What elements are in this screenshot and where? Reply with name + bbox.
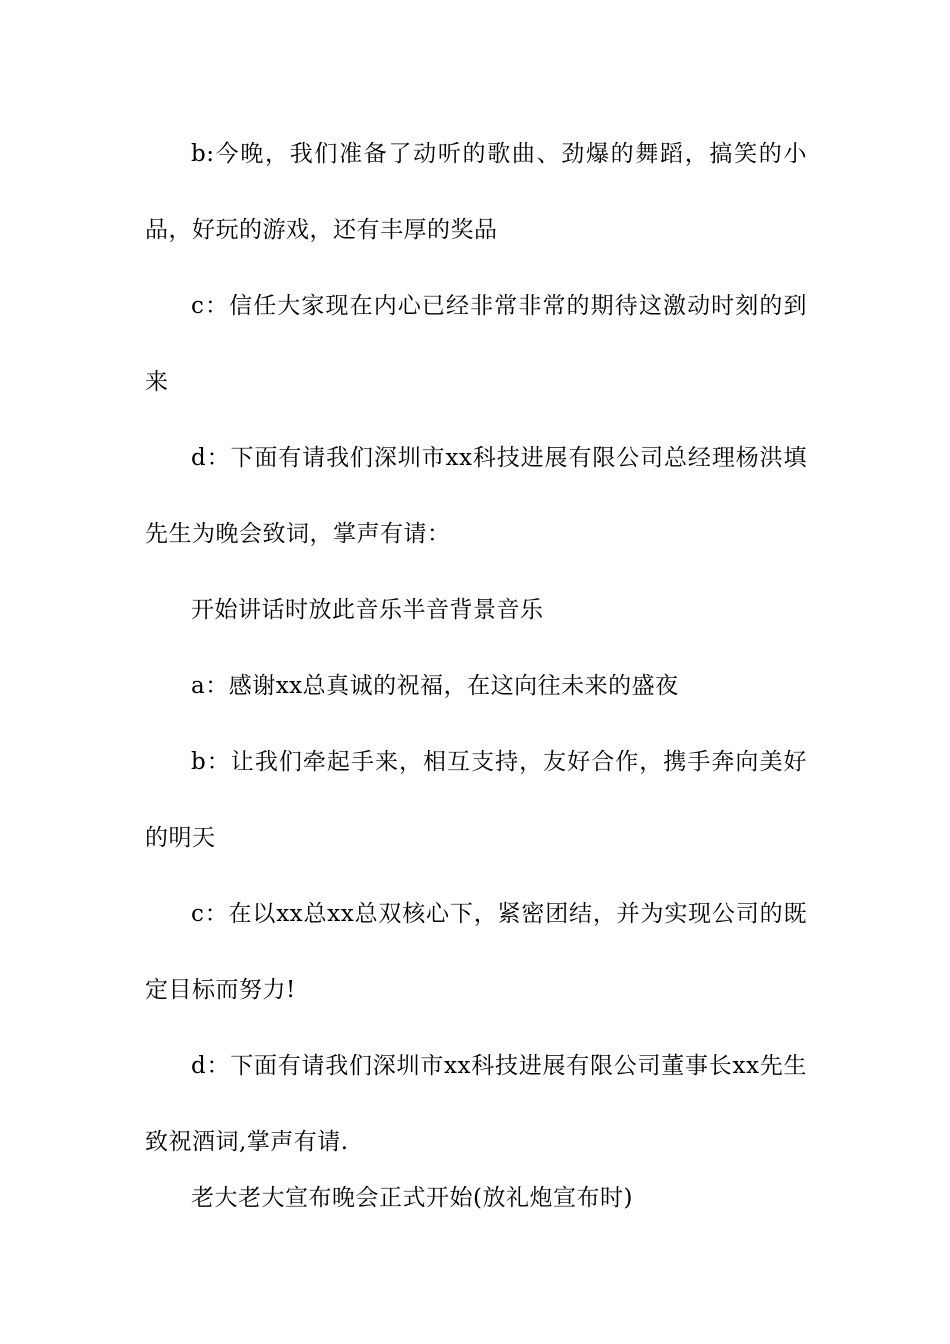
paragraph-1: b:今晚，我们准备了动听的歌曲、劲爆的舞蹈，搞笑的小品，好玩的游戏，还有丰厚的奖品 bbox=[145, 141, 807, 243]
paragraph-8: d：下面有请我们深圳市xx科技进展有限公司董事长xx先生致祝酒词,掌声有请. bbox=[145, 1053, 807, 1155]
paragraph-9: 老大老大宣布晚会正式开始(放礼炮宣布时) bbox=[191, 1185, 633, 1211]
paragraph-7: c：在以xx总xx总双核心下，紧密团结，并为实现公司的既定目标而努力! bbox=[145, 901, 807, 1003]
paragraph-6: b：让我们牵起手来，相互支持，友好合作，携手奔向美好的明天 bbox=[145, 749, 807, 851]
paragraph-2: c：信任大家现在内心已经非常非常的期待这激动时刻的到来 bbox=[145, 293, 807, 395]
paragraph-3: d：下面有请我们深圳市xx科技进展有限公司总经理杨洪填先生为晚会致词，掌声有请： bbox=[145, 445, 807, 547]
paragraph-4: 开始讲话时放此音乐半音背景音乐 bbox=[191, 597, 544, 623]
paragraph-5: a：感谢xx总真诚的祝福，在这向往未来的盛夜 bbox=[191, 673, 679, 699]
